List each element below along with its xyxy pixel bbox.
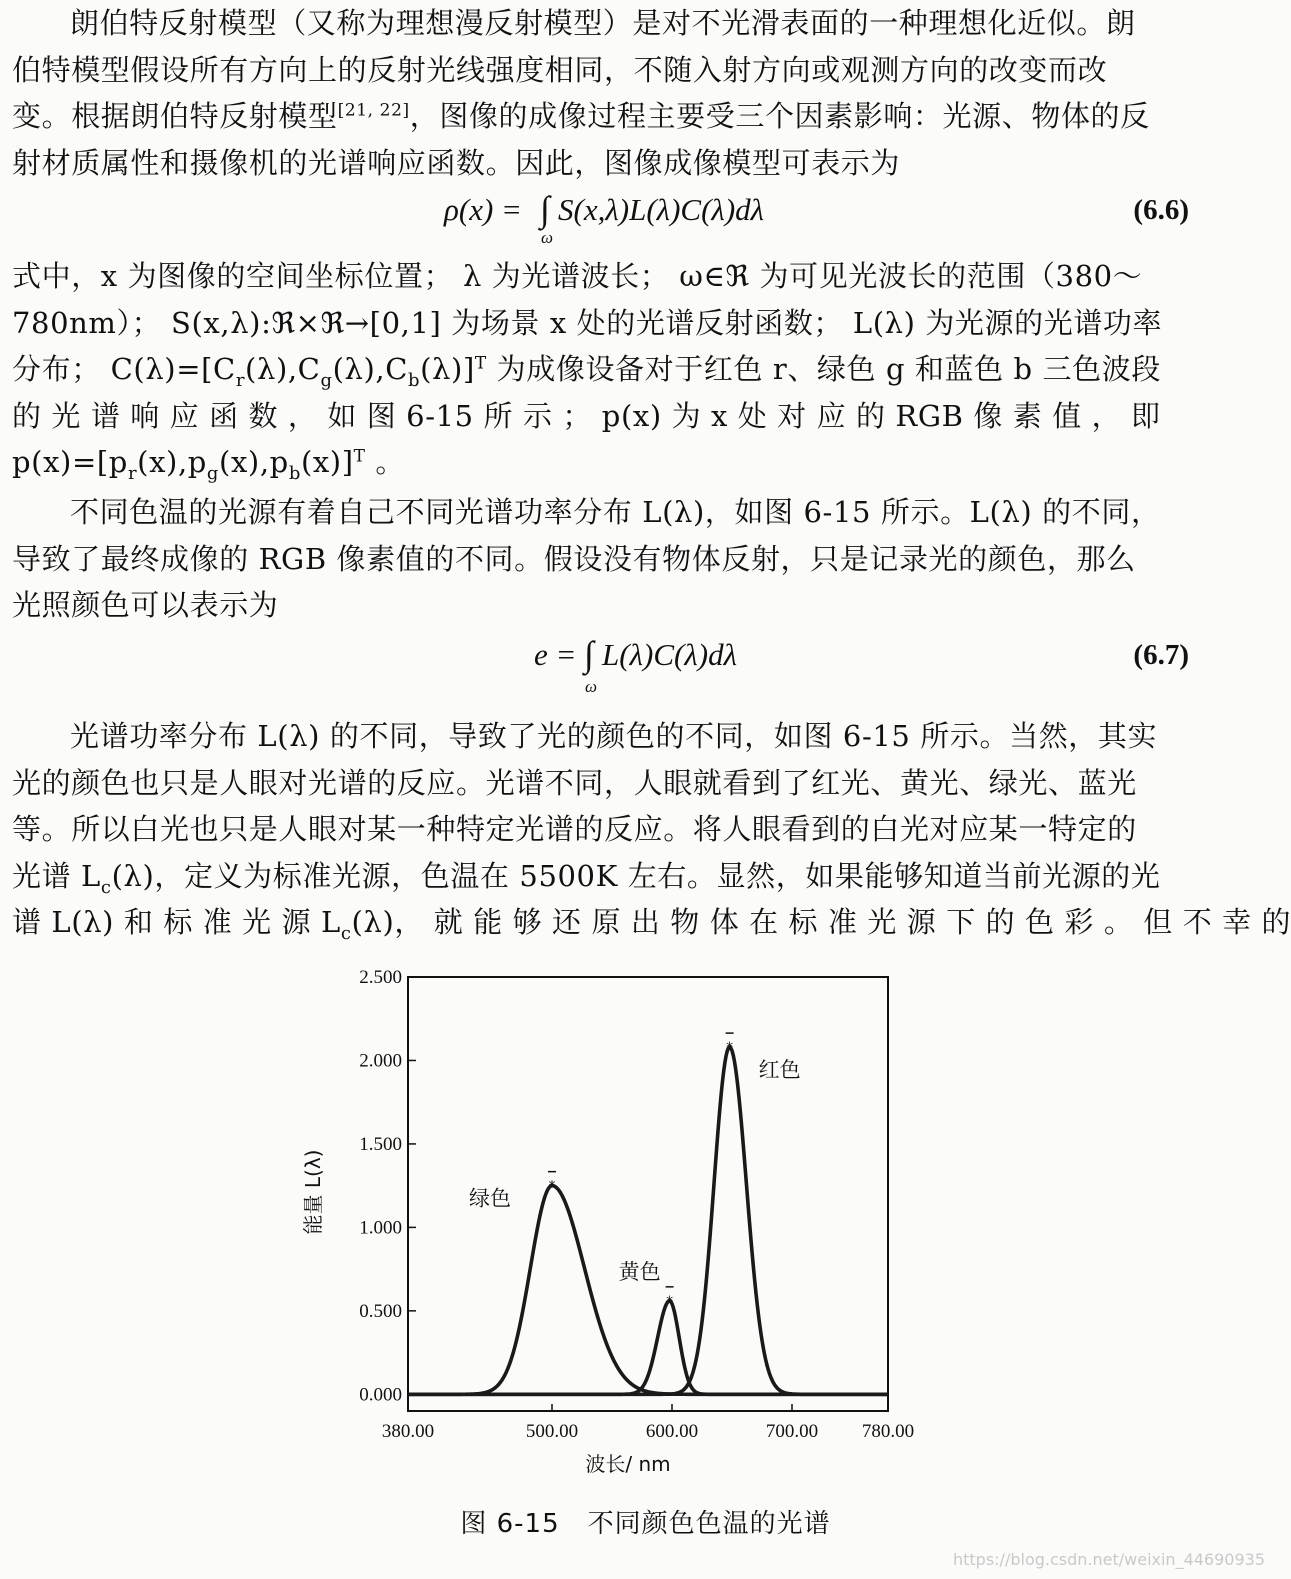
equation-lhs: e = xyxy=(534,637,577,672)
text-line: 的 光 谱 响 应 函 数 ， 如 图 6-15 所 示 ； p(x) 为 x 处 对 应 的 RGB 像 素 值 ， 即 xyxy=(12,398,1161,433)
figure-caption xyxy=(0,1503,1291,1540)
x-tick-label: 780.00 xyxy=(861,1421,915,1442)
text-line: 分布； $C(\lambda)=[C_r(\lambda),C_g(\lambda),C_b(\lambda)]^T$ 为成像设备对于红色 r、绿色 g 和蓝色 b 三色波段 xyxy=(12,352,1161,391)
x-axis-label: 波长/ nm xyxy=(585,1452,671,1476)
text-line: 780nm）； S(x,λ):ℜ×ℜ→[0,1] 为场景 x 处的光谱反射函数； L(λ) 为光源的光谱功率 xyxy=(12,305,1163,340)
spectrum-chart xyxy=(290,955,930,1485)
citation-ref: [21, 22] xyxy=(337,100,410,121)
text-line: 朗伯特反射模型（又称为理想漫反射模型）是对不光滑表面的一种理想化近似。朗 xyxy=(70,6,1136,40)
text-line: 光谱功率分布 L(λ) 的不同，导致了光的颜色的不同，如图 6-15 所示。当然，其实 xyxy=(70,719,1158,753)
equation-number: (6.6) xyxy=(1133,194,1189,226)
figure-title: 不同颜色色温的光谱 xyxy=(587,1509,831,1539)
series-line xyxy=(408,1301,888,1394)
text-line: 变。根据朗伯特反射模型[21, 22]，图像的成像过程主要受三个因素影响：光源、物体的反 xyxy=(12,99,1150,133)
series-line xyxy=(408,1047,888,1394)
text-line: 伯特模型假设所有方向上的反射光线强度相同，不随入射方向或观测方向的改变而改 xyxy=(12,52,1108,87)
equation-6-7 xyxy=(0,627,1291,696)
x-tick-label: 380.00 xyxy=(381,1421,435,1442)
y-tick-label: 2.500 xyxy=(359,967,402,988)
peak-marker: * xyxy=(726,1040,734,1057)
series-label: 绿色 xyxy=(469,1186,511,1211)
figure-label: 图 6-15 xyxy=(460,1509,560,1539)
y-tick-label: 2.000 xyxy=(359,1050,402,1072)
text-line: 光谱 $L_c(\lambda)$，定义为标准光源，色温在 5500K 左右。显然，如果能够知道当前光源的光 xyxy=(12,858,1161,898)
integral-domain: ω xyxy=(585,677,598,696)
equation-lhs: ρ(x) = xyxy=(444,192,522,227)
text-line: 光的颜色也只是人眼对光谱的反应。光谱不同，人眼就看到了红光、黄光、绿光、蓝光 xyxy=(12,765,1137,800)
peak-marker: * xyxy=(666,1293,674,1310)
integral-sign: ∫ xyxy=(584,634,594,674)
paragraph-spectral-power xyxy=(12,713,1291,946)
equation-rhs: S(x,λ)L(λ)C(λ)dλ xyxy=(558,192,765,227)
paragraph-variable-definitions xyxy=(12,253,1204,486)
text-line: 等。所以白光也只是人眼对某一种特定光谱的反应。将人眼看到的白光对应某一特定的 xyxy=(12,812,1137,846)
y-tick-label: 1.500 xyxy=(359,1133,402,1155)
equation-number: (6.7) xyxy=(1133,639,1189,671)
text-line: 不同色温的光源有着自己不同光谱功率分布 L(λ)，如图 6-15 所示。L(λ) 的不同， xyxy=(70,495,1161,529)
x-tick-label: 700.00 xyxy=(765,1421,819,1442)
series-line xyxy=(408,1186,888,1395)
series-label: 黄色 xyxy=(618,1259,661,1284)
y-tick-label: 0.500 xyxy=(359,1300,402,1322)
x-tick-label: 600.00 xyxy=(645,1421,699,1442)
watermark-url: https://blog.csdn.net/weixin_44690935 xyxy=(952,1550,1265,1569)
text-line: 射材质属性和摄像机的光谱响应函数。因此，图像成像模型可表示为 xyxy=(12,145,901,180)
text-line: 式中，x 为图像的空间坐标位置； λ 为光谱波长； ω∈ℜ 为可见光波长的范围（380～ xyxy=(12,259,1143,293)
integral-domain: ω xyxy=(541,228,554,247)
peak-marker: * xyxy=(548,1178,556,1195)
y-axis-label: 能量 L(λ) xyxy=(301,1149,325,1235)
y-tick-label: 0.000 xyxy=(359,1384,402,1406)
text-line: 光照颜色可以表示为 xyxy=(12,588,279,622)
paragraph-color-temperature xyxy=(12,489,1204,629)
equation-6-6 xyxy=(0,184,1291,247)
text-line: $p(x)=[p_r(x),p_g(x),p_b(x)]^T$ 。 xyxy=(12,445,406,484)
integral-sign: ∫ xyxy=(540,189,550,229)
equation-rhs: L(λ)C(λ)dλ xyxy=(602,637,737,672)
series-label: 红色 xyxy=(758,1058,801,1083)
text-line: 导致了最终成像的 RGB 像素值的不同。假设没有物体反射，只是记录光的颜色，那么 xyxy=(12,541,1136,576)
x-tick-label: 500.00 xyxy=(525,1421,579,1442)
y-tick-label: 1.000 xyxy=(359,1217,402,1239)
paragraph-lambert-model xyxy=(12,0,1204,186)
text-line: 谱 L(λ) 和 标 准 光 源 $L_c(\lambda)$， 就 能 够 还 原 出 物 体 在 标 准 光 源 下 的 色 彩 。 但 不 幸 的 xyxy=(12,905,1291,944)
